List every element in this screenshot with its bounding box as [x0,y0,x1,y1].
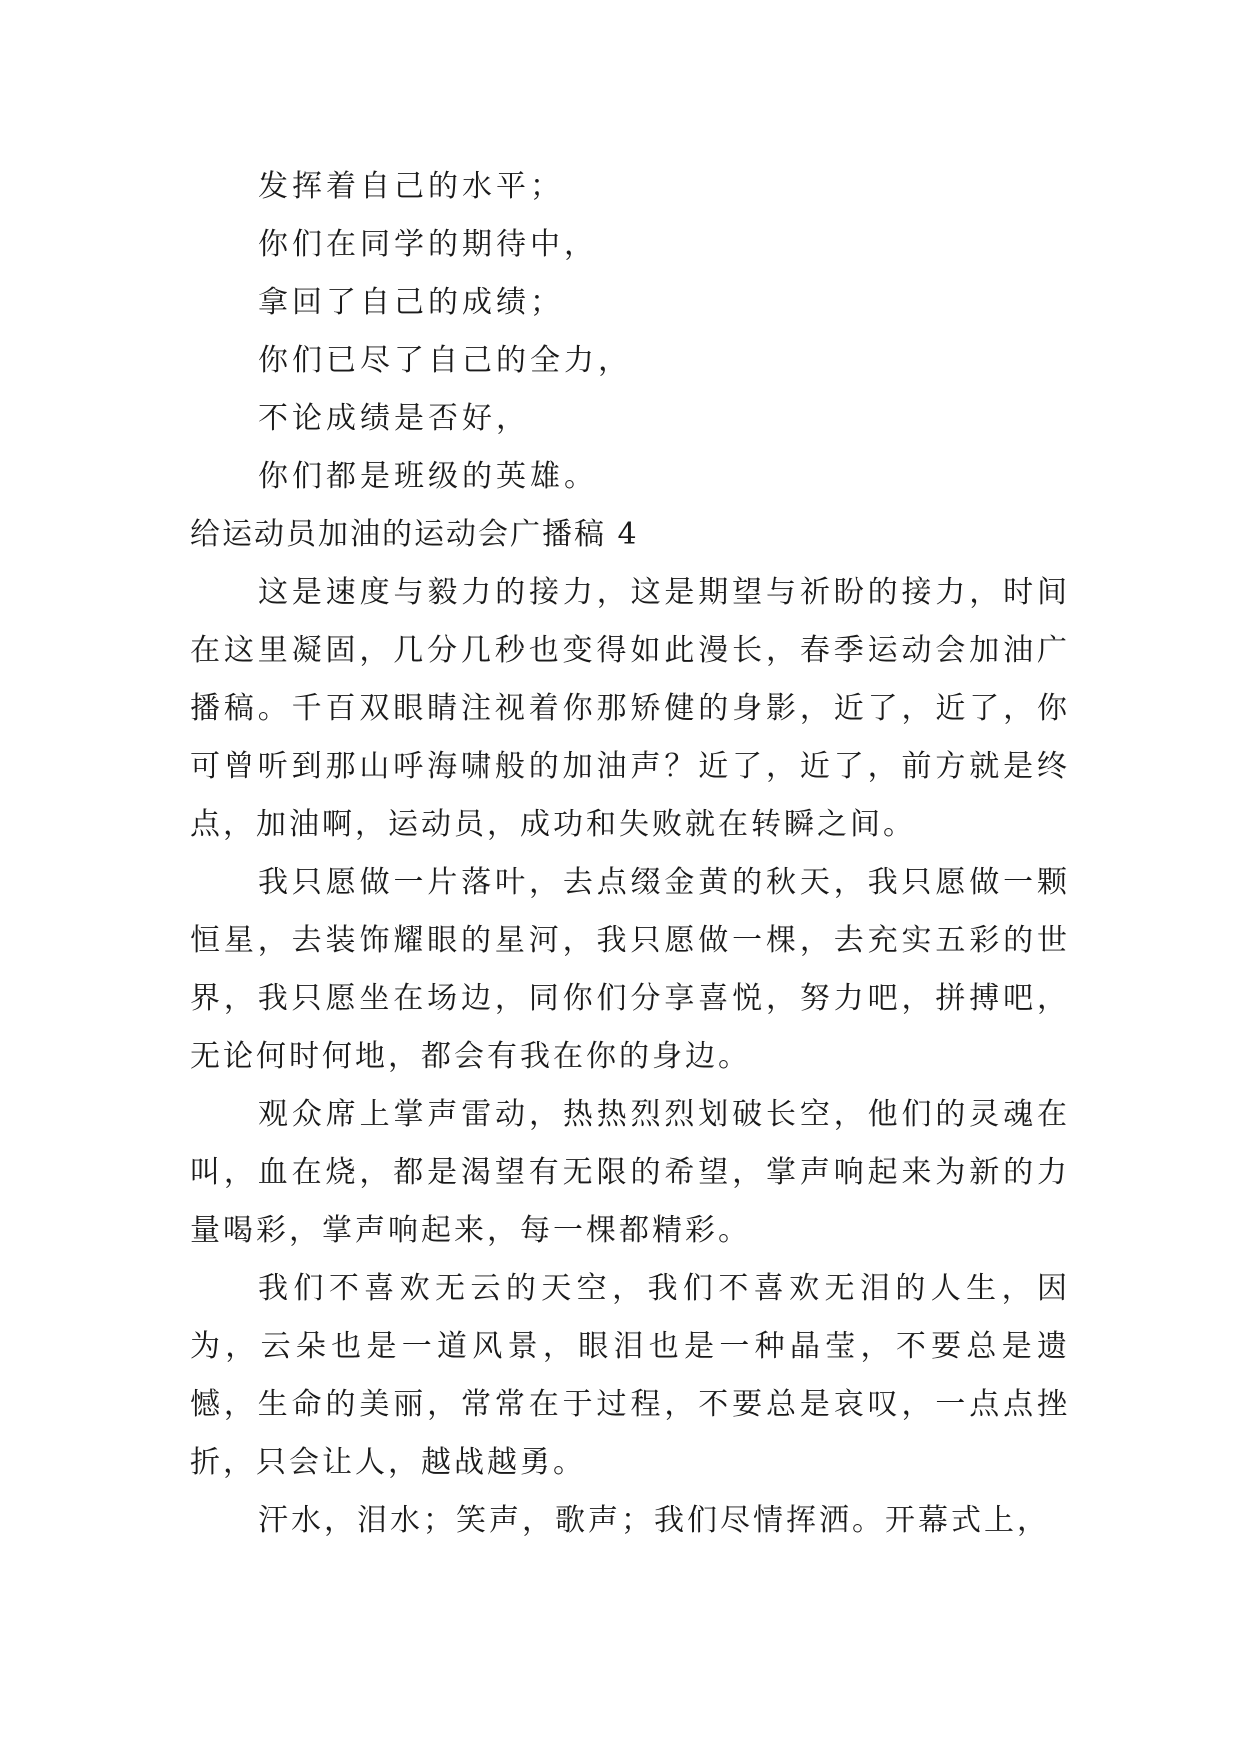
document-body [190,158,1070,1550]
poem-line: 拿回了自己的成绩； [258,285,564,320]
body-paragraph: 我只愿做一片落叶，去点缀金黄的秋天，我只愿做一颗恒星，去装饰耀眼的星河，我只愿做一棵，去充实五彩的世界，我只愿坐在场边，同你们分享喜悦，努力吧，拼搏吧，无论何时何地，都会有我在你的身边。 [190,865,1070,1074]
body-paragraph: 观众席上掌声雷动，热热烈烈划破长空，他们的灵魂在叫，血在烧，都是渴望有无限的希望，掌声响起来为新的力量喝彩，掌声响起来，每一棵都精彩。 [190,1097,1070,1248]
body-paragraph: 我们不喜欢无云的天空，我们不喜欢无泪的人生，因为，云朵也是一道风景，眼泪也是一种晶莹，不要总是遗憾，生命的美丽，常常在于过程，不要总是哀叹，一点点挫折，只会让人，越战越勇。 [190,1271,1070,1480]
section-title: 给运动员加油的运动会广播稿 4 [190,517,639,552]
poem-line: 你们都是班级的英雄。 [258,459,598,494]
body-paragraph: 汗水，泪水；笑声，歌声；我们尽情挥洒。开幕式上， [258,1503,1050,1538]
poem-line: 你们已尽了自己的全力， [258,343,632,378]
poem-line: 你们在同学的期待中， [258,227,598,262]
poem-line: 不论成绩是否好， [258,401,530,436]
poem-line: 发挥着自己的水平； [258,169,564,204]
body-paragraph: 这是速度与毅力的接力，这是期望与祈盼的接力，时间在这里凝固，几分几秒也变得如此漫长，春季运动会加油广播稿。千百双眼睛注视着你那矫健的身影，近了，近了，你可曾听到那山呼海啸般的加油声？近了，近了，前方就是终点，加油啊，运动员，成功和失败就在转瞬之间。 [190,575,1070,842]
